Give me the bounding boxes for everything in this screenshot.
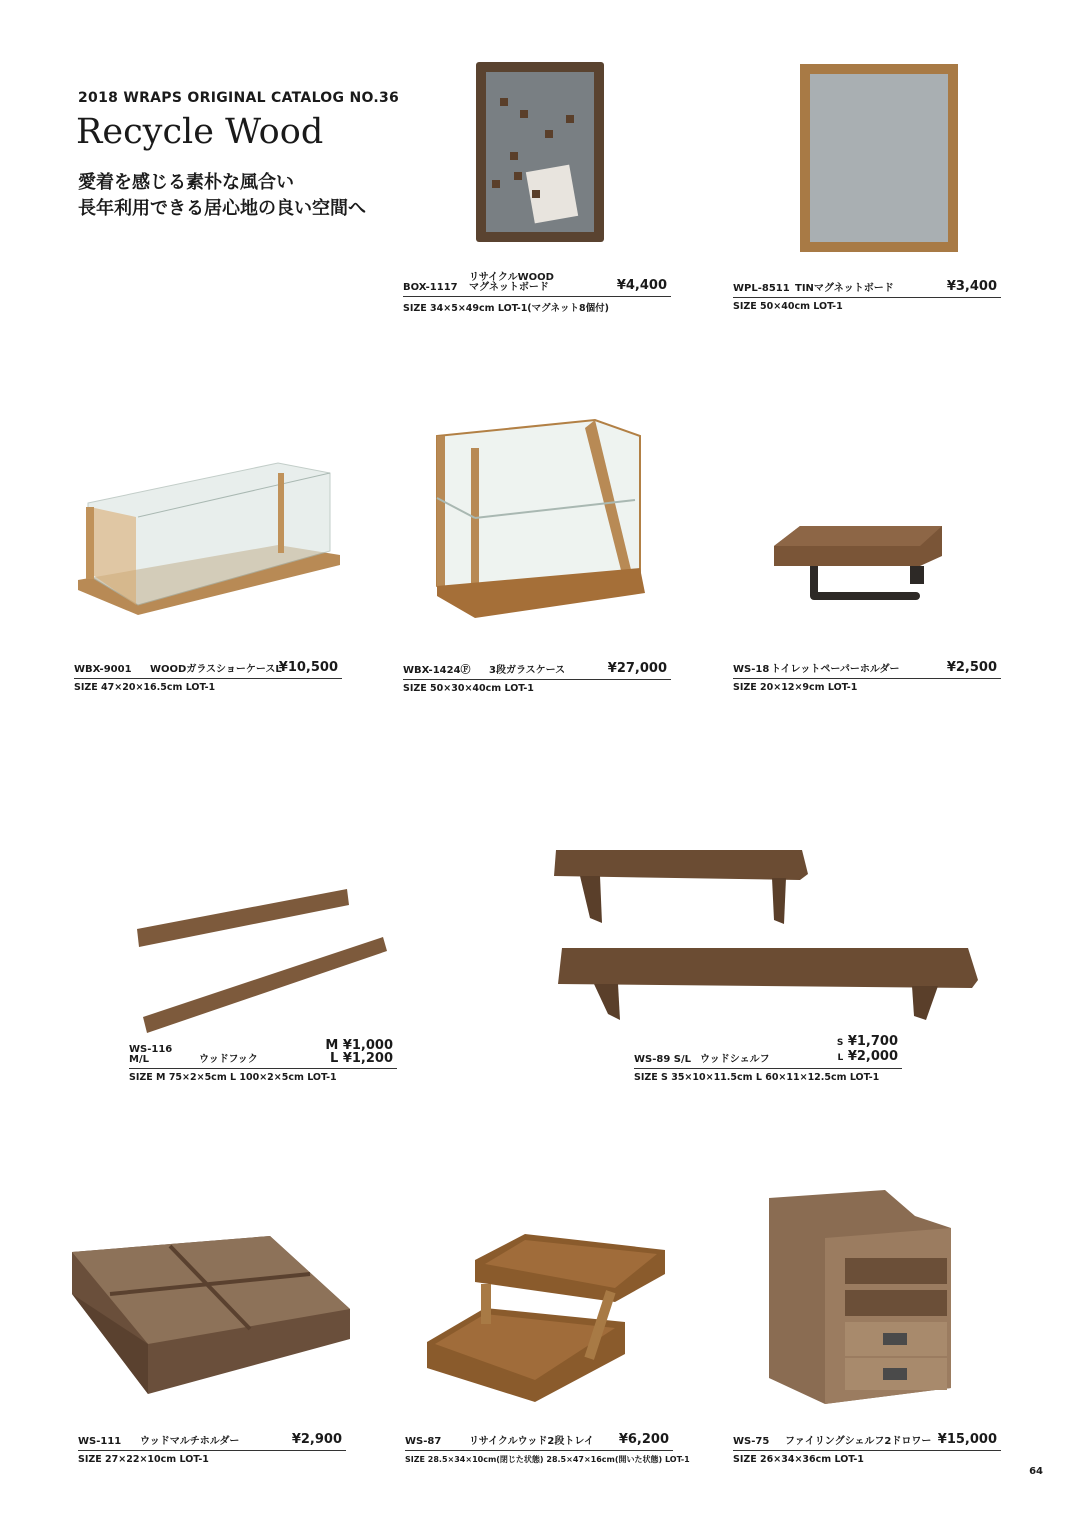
product-price: ¥2,900 xyxy=(291,1432,342,1447)
product-label xyxy=(634,1034,902,1090)
product-code: WS-18 xyxy=(733,664,770,675)
product-name: リサイクルウッド2段トレイ xyxy=(469,1436,594,1447)
wood-shelf-image xyxy=(550,848,980,1023)
product-price: ¥10,500 xyxy=(278,660,338,675)
divider xyxy=(403,296,671,297)
product-name: ウッドマルチホルダー xyxy=(140,1436,240,1447)
product-label xyxy=(405,1428,690,1472)
divider xyxy=(634,1068,902,1069)
product-size: SIZE 47×20×16.5cm LOT-1 xyxy=(74,682,216,693)
product-name xyxy=(469,273,554,293)
divider xyxy=(78,1450,346,1451)
divider xyxy=(733,297,1001,298)
two-tier-tray-image xyxy=(425,1230,675,1408)
product-label xyxy=(74,656,342,700)
product-size: SIZE 50×40cm LOT-1 xyxy=(733,301,843,312)
price-l: L ¥2,000 xyxy=(837,1049,898,1064)
price-l: L ¥1,200 xyxy=(330,1051,393,1066)
product-label xyxy=(733,1428,1001,1472)
tagline-line-2: 長年利用できる居心地の良い空間へ xyxy=(78,198,366,219)
tin-board-image xyxy=(798,62,960,254)
product-code: WBX-1424Ⓕ xyxy=(403,665,471,676)
tagline xyxy=(78,170,366,222)
product-code-line-2: M/L xyxy=(129,1054,149,1065)
product-size: SIZE 28.5×34×10cm(閉じた状態) 28.5×47×16cm(開いた状態) LOT-1 xyxy=(405,1455,690,1464)
product-price: ¥2,500 xyxy=(946,660,997,675)
product-size: SIZE M 75×2×5cm L 100×2×5cm LOT-1 xyxy=(129,1072,337,1083)
glass-showcase-l-image xyxy=(78,455,343,620)
product-name: トイレットペーパーホルダー xyxy=(771,664,900,675)
product-price: ¥6,200 xyxy=(618,1432,669,1447)
product-code: WS-75 xyxy=(733,1436,770,1447)
product-label xyxy=(733,275,1001,319)
product-price xyxy=(325,1039,393,1065)
product-price: ¥27,000 xyxy=(607,661,667,676)
product-code xyxy=(129,1045,172,1065)
product-size: SIZE 26×34×36cm LOT-1 xyxy=(733,1454,864,1465)
product-label xyxy=(129,1038,397,1090)
price-s: S ¥1,700 xyxy=(836,1034,898,1049)
divider xyxy=(733,1450,1001,1451)
product-code: BOX-1117 xyxy=(403,282,458,293)
product-label xyxy=(403,274,671,318)
product-label xyxy=(78,1428,346,1472)
multi-holder-image xyxy=(70,1234,352,1399)
product-size: SIZE S 35×10×11.5cm L 60×11×12.5cm LOT-1 xyxy=(634,1072,880,1083)
product-name: ファイリングシェルフ2ドロワー xyxy=(785,1436,932,1447)
product-name-line-2: マグネットボード xyxy=(469,282,549,293)
divider xyxy=(74,678,342,679)
product-size: SIZE 50×30×40cm LOT-1 xyxy=(403,683,534,694)
product-code: WS-87 xyxy=(405,1436,442,1447)
product-price xyxy=(837,1035,898,1065)
product-name: WOODガラスショーケースL xyxy=(150,664,282,675)
product-code: WPL-8511 xyxy=(733,283,790,294)
filing-shelf-image xyxy=(765,1188,955,1406)
product-code: WS-89 S/L xyxy=(634,1054,692,1065)
product-code-line-1: WS-116 xyxy=(129,1044,173,1055)
tagline-line-1: 愛着を感じる素朴な風合い xyxy=(78,172,294,193)
catalog-label: 2018 WRAPS ORIGINAL CATALOG NO.36 xyxy=(78,90,400,106)
divider xyxy=(129,1068,397,1069)
product-name: TINマグネットボード xyxy=(795,283,894,294)
wood-hook-image xyxy=(135,885,390,1035)
price-m: M ¥1,000 xyxy=(325,1038,393,1053)
product-price: ¥15,000 xyxy=(937,1432,997,1447)
toilet-paper-holder-image xyxy=(770,518,950,613)
product-size: SIZE 27×22×10cm LOT-1 xyxy=(78,1454,209,1465)
product-price: ¥3,400 xyxy=(946,279,997,294)
divider xyxy=(733,678,1001,679)
page-number: 64 xyxy=(1029,1466,1043,1477)
product-code: WBX-9001 xyxy=(74,664,132,675)
product-price: ¥4,400 xyxy=(616,278,667,293)
product-code: WS-111 xyxy=(78,1436,122,1447)
product-label xyxy=(403,657,671,701)
divider xyxy=(405,1450,673,1451)
product-size: SIZE 20×12×9cm LOT-1 xyxy=(733,682,858,693)
product-name: ウッドシェルフ xyxy=(700,1054,770,1065)
page-title: Recycle Wood xyxy=(76,112,324,152)
product-name: ウッドフック xyxy=(199,1054,258,1065)
three-tier-glass-case-image xyxy=(435,418,650,623)
product-name-line-1: リサイクルWOOD xyxy=(469,272,554,283)
magnet-board-image xyxy=(470,60,610,245)
product-size: SIZE 34×5×49cm LOT-1(マグネット8個付) xyxy=(403,303,609,314)
divider xyxy=(403,679,671,680)
product-name: 3段ガラスケース xyxy=(489,665,566,676)
product-label xyxy=(733,656,1001,700)
